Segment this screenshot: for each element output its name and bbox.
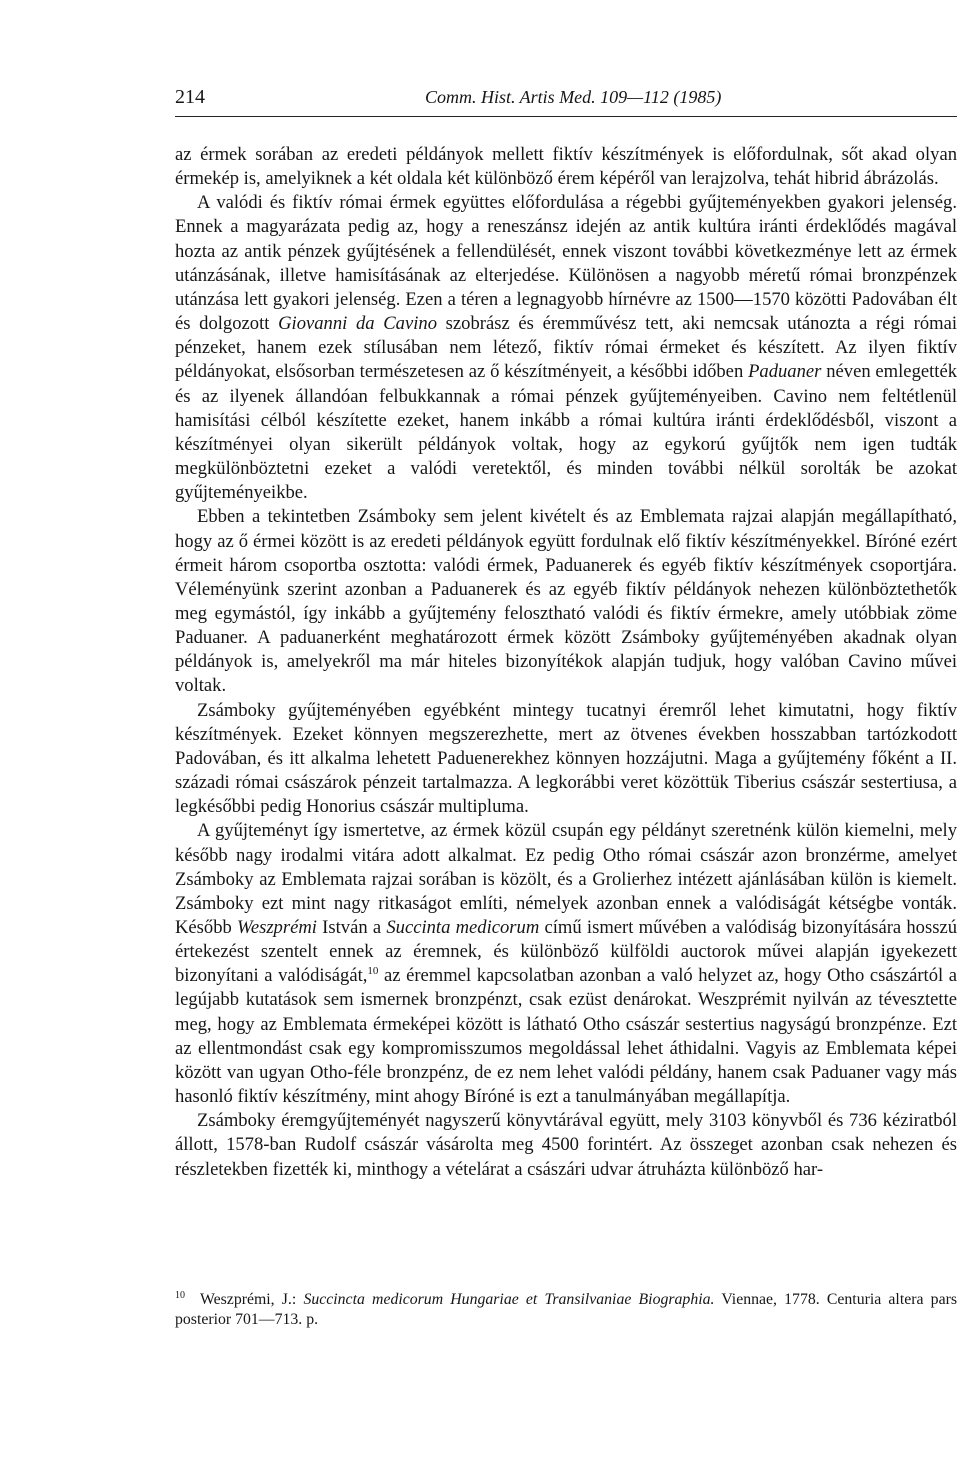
italic-text: Weszprémi <box>237 917 317 938</box>
italic-text: Succinta medicorum <box>386 917 540 938</box>
text-run: szobrász és éremművész tett, aki nemcsak utánozta a régi római pénzeket, hanem ezek stílusában nem létező, fiktív római érmeket és készített. Az ilyen fiktív példányokat, elsősorban természetesen az ő készítményeit, a későbbi időben <box>175 313 958 383</box>
text-run: Ebben a tekintetben Zsámboky sem jelent kivételt és az Emblemata rajzai alapján megállapítható, hogy az ő érmei között is az eredeti példányok együtt fordulnak elő fiktív készítményekkel. Bíróné ezért érmeit három csoportba osztotta: valódi érmek, Paduanerek és egyéb fiktív készítmények csoportjára. Véleményünk szerint azonban a Paduanerek és az egyéb fiktív példányok nehezen különböztethetők meg egymástól, így inkább a gyűjtemény felosztható valódi és fiktív érmekre, amely utóbbiak zöme Paduaner. A paduanerként meghatározott érmek között Zsámboky gyűjteményében akadnak olyan példányok is, amelyekről ma már hiteles bizonyítékok alapján tudjuk, hogy valóban Cavino művei voltak. <box>175 506 957 697</box>
paragraph <box>175 1109 957 1181</box>
paragraph <box>175 143 957 191</box>
text-run: Zsámboky éremgyűjteményét nagyszerű könyvtárával együtt, mely 3103 könyvből és 736 kéziratból állott, 1578-ban Rudolf császár vásárolta meg 4500 forintért. Az összeget azonban csak nehezen és részletekben fizették ki, minthogy a vételárat a császári udvar átruházta különböző har- <box>175 1110 957 1180</box>
text-run: című ismert művében a valódiság bizonyítására hosszú értekezést szentelt ennek az éremnek, és különböző külföldi auctorok művei alapján igyekezett bizonyítani a valódiságát, <box>175 917 957 987</box>
italic-text: Paduaner <box>748 361 822 383</box>
paragraph <box>175 191 957 505</box>
journal-reference: Comm. Hist. Artis Med. 109—112 (1985) <box>425 87 722 107</box>
text-run: Weszprémi, J.: <box>200 1291 304 1308</box>
paragraph <box>175 505 957 698</box>
text-run: István a <box>316 917 387 938</box>
text-run: Viennae, 1778. Centuria altera pars posterior 701—713. p. <box>175 1291 957 1328</box>
footnote: 10 Weszprémi, J.: Succincta medicorum Hungariae et Transilvaniae Biographia. Viennae, 1778. Centuria altera pars posterior 701—713. p. <box>175 1290 957 1328</box>
page-number: 214 <box>175 86 205 108</box>
text-run: A gyűjteményt így ismertetve, az érmek közül csupán egy példányt szeretnénk külön kiemelni, mely később nagy irodalmi vitára adott alkalmat. Ez pedig Otho római császár azon bronzérme, amelyet Zsámboky az Emblemata rajzai sorában is közölt, és a Grolierhez intézett ajánlásában külön is kiemelt. Zsámboky ezt mint nagy ritkaságot említi, némelyek azonban ennek a valódiságát kétségbe vonták. Később <box>175 820 957 938</box>
body-text <box>175 143 957 1182</box>
text-run: az éremmel kapcsolatban azonban a való helyzet az, hogy Otho császártól a legújabb kutatások sem ismernek bronzpénzt, csak ezüst denárokat. Weszprémit nyilván az tévesztette meg, hogy az Emblemata érmeképei között is látható Otho császár sestertius nagyságú bronzpénze. Ezt az ellentmondást csak egy kompromisszumos megoldással lehet áthidalni. Vagyis az Emblemata képei között van ugyan Otho-féle bronzpénz, de ez nem lehet valódi példány, hanem csak Paduaner vagy más hasonló fiktív készítmény, mint ahogy Bíróné is ezt a tanulmányában megállapítja. <box>175 965 957 1108</box>
text-run: néven emlegették és az ilyenek állandóan felbukkannak a római pénzek gyűjteményeiben. Cavino nem feltétlenül hamisítási célból készítette ezeket, hanem inkább a római kultúra iránti érdeklődésből, viszont a készítményei olyan sikerült példányok voltak, hogy az egykorú gyűjtők nem igen tudták megkülönböztetni ezeket a valódi veretektől, és minden további nélkül sorolták be azokat gyűjteményeikbe. <box>175 361 957 504</box>
running-head <box>175 86 957 117</box>
text-run: az érmek sorában az eredeti példányok mellett fiktív készítmények is előfordulnak, sőt akad olyan érmekép is, amelyiknek a két oldala két különböző érem képéről van lerajzolva, tehát hibrid ábrázolás. <box>175 144 957 190</box>
italic-text: Succincta medicorum Hungariae et Transilvaniae Biographia. <box>303 1291 715 1308</box>
footnote-reference: 10 <box>367 965 379 978</box>
italic-text: Giovanni da Cavino <box>278 313 437 335</box>
paragraph <box>175 699 957 820</box>
footnote-text <box>175 1291 957 1328</box>
paragraph <box>175 819 957 1109</box>
text-run: A valódi és fiktív római érmek együttes előfordulása a régebbi gyűjteményekben gyakori jelenség. Ennek a magyarázata pedig az, hogy a reneszánsz idején az antik kultúra iránti érdeklődés magával hozta az antik pénzek gyűjtésének a fellendülését, ennek viszont további következménye lett az érmek utánzásának, illetve hamisításának az elterjedése. Különösen a nagyobb méretű római bronzpénzek utánzása lett gyakori jelenség. Ezen a téren a legnagyobb hírnévre az 1500—1570 közötti Padovában élt és dolgozott <box>175 192 957 335</box>
text-run: Zsámboky gyűjteményében egyébként mintegy tucatnyi éremről lehet kimutatni, hogy fiktív készítmények. Ezeket könnyen megszerezhette, mert az ötvenes években hosszabban tartózkodott Padovában, és itt alkalma lehetett Paduenerekhez könnyen hozzájutni. Maga a gyűjtemény főként a II. századi római császárok pénzeit tartalmazza. A legkorábbi veret közöttük Tiberius császár sestertiusa, a legkésőbbi pedig Honorius császár multipluma. <box>175 699 957 818</box>
